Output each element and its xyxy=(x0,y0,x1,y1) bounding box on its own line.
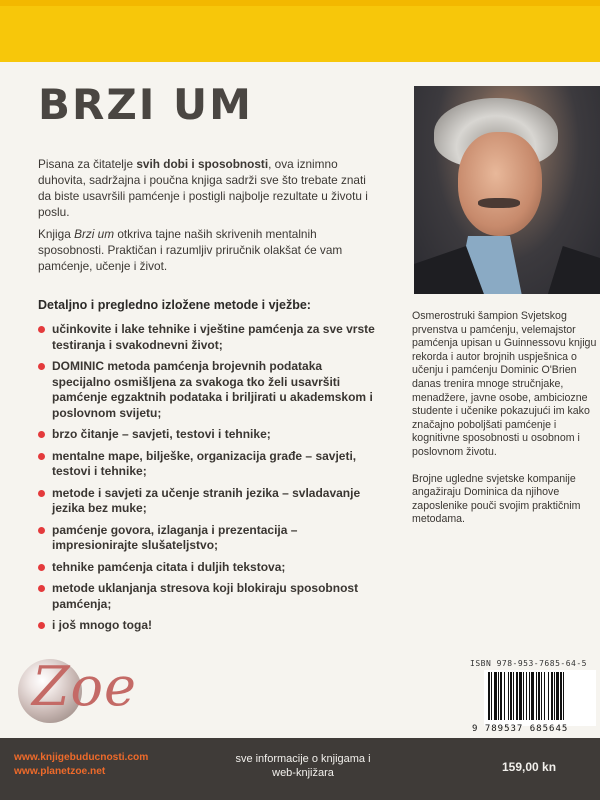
price-label: 159,00 kn xyxy=(502,760,557,774)
footer-bar xyxy=(0,738,600,800)
method-text: tehnike pamćenja citata i duljih tekstova; xyxy=(52,559,286,574)
methods-heading: Detaljno i pregledno izložene metode i vježbe: xyxy=(38,298,311,312)
barcode-bar xyxy=(500,672,502,720)
footer-link-knjigebuducnosti[interactable]: www.knjigebuducnosti.com xyxy=(14,752,149,763)
barcode-bar xyxy=(531,672,534,720)
logo-wordmark: Zoe xyxy=(32,655,137,718)
bio-paragraph-2: Brojne ugledne svjetske kompanije angažiraju Dominica da njihove zaposlenike pouči svojim praktičnim metodama. xyxy=(412,472,581,526)
method-text: brzo čitanje – savjeti, testovi i tehnike; xyxy=(52,427,271,441)
barcode-bar xyxy=(541,672,542,720)
intro-2-text-end: otkriva tajne naših skrivenih mentalnih sposobnosti. Praktičan i razumljiv priručnik olakšat će vam pamćenje, učenje i život. xyxy=(38,227,343,273)
method-item xyxy=(34,618,384,634)
footer-info-line: sve informacije o knjigama i xyxy=(235,753,371,765)
bullet-icon xyxy=(38,585,45,592)
bullet-icon xyxy=(38,622,45,629)
barcode-bar xyxy=(519,672,522,720)
method-text: i još mnogo toga! xyxy=(52,618,152,632)
barcode-bar xyxy=(494,672,497,720)
bullet-icon xyxy=(38,326,45,333)
author-photo xyxy=(414,86,600,294)
barcode-bar xyxy=(513,672,514,720)
publisher-logo xyxy=(18,655,168,727)
barcode-bars xyxy=(484,670,596,722)
barcode-bar xyxy=(498,672,499,720)
barcode-bar xyxy=(508,672,509,720)
bullet-icon xyxy=(38,564,45,571)
method-text: pamćenje govora, izlaganja i prezentacija – impresionirajte slušateljstvo; xyxy=(52,522,298,552)
barcode-bar xyxy=(538,672,540,720)
method-text: učinkovite i lake tehnike i vještine pamćenja za sve vrste testiranja i svakodnevni život; xyxy=(52,322,375,352)
intro-1-text-end: , ova iznimno duhovita, sadržajna i poučna knjiga sadrži sve što trebate znati da biste usavršili pamćenje i postigli najbolje rezultate u životu i poslu. xyxy=(38,157,368,219)
barcode-bar xyxy=(504,672,505,720)
barcode-bar xyxy=(526,672,527,720)
barcode-bar xyxy=(551,672,553,720)
method-item xyxy=(34,359,384,421)
barcode-bar xyxy=(554,672,555,720)
barcode-bar xyxy=(548,672,549,720)
method-item xyxy=(34,322,384,353)
bio-paragraph-1: Osmerostruki šampion Svjetskog prvenstva u pamćenju, velemajstor pamćenja upisan u Guinnessovu knjigu rekorda i autor brojnih uspješnica o učenju i pamćenju Dominic O'Brien danas trenira mnoge stručnjake, menadžere, javne osobe, ambiciozne studente i učenike pokazujući im kako značajno poboljšati pamćenje i kognitivne sposobnosti u osobnom i poslovnom životu. xyxy=(412,310,597,458)
barcode-bar xyxy=(510,672,512,720)
intro-paragraph-1 xyxy=(38,156,378,220)
bullet-icon xyxy=(38,363,45,370)
footer-link-planetzoe[interactable]: www.planetzoe.net xyxy=(14,766,106,777)
barcode-number: 9 789537 685645 xyxy=(472,724,569,734)
barcode-bar xyxy=(488,672,490,720)
bullet-icon xyxy=(38,431,45,438)
bullet-icon xyxy=(38,527,45,534)
method-item xyxy=(34,449,384,480)
intro-paragraph-2 xyxy=(38,226,378,274)
barcode-bar xyxy=(556,672,559,720)
top-band-edge xyxy=(0,0,600,6)
methods-list xyxy=(34,322,384,640)
intro-2-italic-title: Brzi um xyxy=(74,227,115,241)
method-item xyxy=(34,523,384,554)
barcode-bar xyxy=(516,672,518,720)
method-item xyxy=(34,560,384,576)
author-photo-face xyxy=(458,132,542,236)
bullet-icon xyxy=(38,490,45,497)
method-text: metode uklanjanja stresova koji blokiraju sposobnost pamćenja; xyxy=(52,581,359,611)
barcode-bar xyxy=(560,672,562,720)
method-item xyxy=(34,427,384,443)
barcode xyxy=(484,670,596,726)
author-bio xyxy=(412,310,598,540)
intro-2-text: Knjiga xyxy=(38,227,75,241)
barcode-bar xyxy=(536,672,537,720)
bullet-icon xyxy=(38,453,45,460)
barcode-bar xyxy=(529,672,530,720)
method-item xyxy=(34,486,384,517)
top-yellow-band xyxy=(0,0,600,62)
method-text: metode i savjeti za učenje stranih jezika – svladavanje jezika bez muke; xyxy=(52,485,361,515)
book-title: BRZI UM xyxy=(38,80,253,129)
method-text: DOMINIC metoda pamćenja brojevnih podataka specijalno osmišljena za svakoga tko želi usavršiti pamćenje egzaktnih podataka i briljirati u akademskom i poslovnom svijetu; xyxy=(52,359,373,420)
intro-text xyxy=(38,156,378,280)
isbn-label: ISBN 978-953-7685-64-5 xyxy=(470,659,587,668)
barcode-bar xyxy=(544,672,545,720)
method-item xyxy=(34,581,384,612)
method-text: mentalne mape, bilješke, organizacija građe – savjeti, testovi i tehnike; xyxy=(52,448,357,478)
footer-info xyxy=(218,752,388,780)
intro-1-text: Pisana za čitatelje xyxy=(38,157,137,171)
footer-info-line: web-knjižara xyxy=(272,767,334,779)
barcode-bar xyxy=(523,672,524,720)
barcode-bar xyxy=(491,672,492,720)
author-photo-moustache xyxy=(478,198,520,208)
barcode-bar xyxy=(563,672,564,720)
intro-1-bold: svih dobi i sposobnosti xyxy=(136,157,269,171)
